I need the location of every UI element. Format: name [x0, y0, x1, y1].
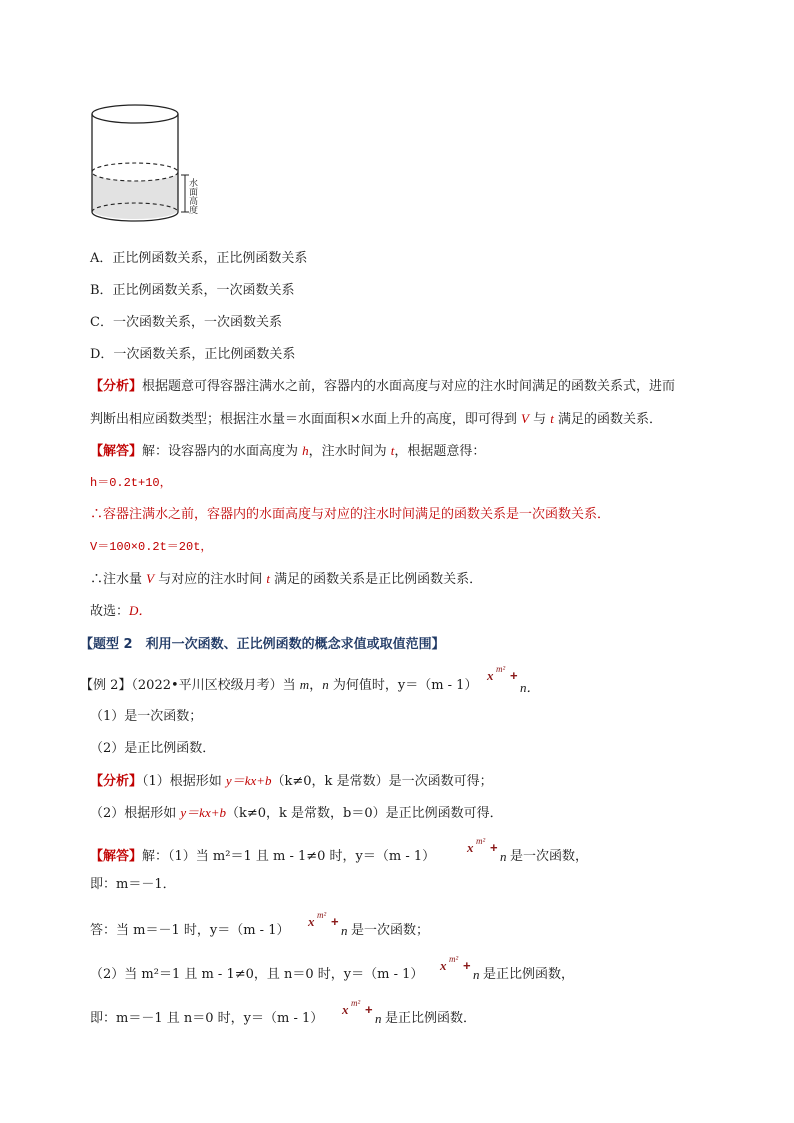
- solution2-text-4b: 是正比例函数，: [483, 967, 575, 982]
- solution-text-5b: 与对应的注水时间: [154, 572, 267, 587]
- var-t-3: t: [266, 571, 270, 586]
- solution2-text-3b: 是一次函数；: [351, 923, 430, 938]
- option-b: B．正比例函数关系，一次函数关系: [90, 283, 295, 298]
- power-plus-4: +: [365, 1002, 373, 1017]
- cylinder-figure: [88, 100, 218, 225]
- power-plus-1: +: [490, 840, 498, 855]
- solution-line-5: [90, 570, 482, 589]
- power-n-3: n: [473, 967, 480, 982]
- power-exponent-3: m²: [449, 954, 459, 964]
- figure-label: 水面高度: [187, 178, 197, 214]
- solution-text-1c: ，根据题意得：: [394, 444, 486, 459]
- analysis-text-2a: 判断出相应函数类型；根据注水量＝水面面积×水面上升的高度，即可得到: [90, 412, 522, 427]
- option-a: A．正比例函数关系，正比例函数关系: [90, 251, 308, 266]
- solution2-text-1b: 是一次函数，: [510, 849, 589, 864]
- var-n: n: [322, 677, 329, 692]
- analysis2-text-2b: （k≠0，k 是常数，b＝0）是正比例函数可得．: [226, 806, 503, 821]
- solution-text-5a: ∴注水量: [90, 572, 147, 587]
- equation-v: V＝100×0.2t＝20t，: [90, 540, 213, 554]
- answer-label: 故选：: [90, 604, 130, 619]
- power-exponent: m²: [496, 664, 506, 674]
- solution2-line-1: [90, 848, 435, 866]
- solution2-tag: 【解答】: [90, 849, 143, 864]
- solution2-text-1a: 解：（1）当 m²＝1 且 m - 1≠0 时，y＝（m - 1）: [142, 849, 436, 864]
- var-t-2: t: [390, 443, 395, 458]
- solution-tag: 【解答】: [90, 444, 143, 459]
- example2-text: 为何值时，: [328, 678, 398, 693]
- option-d: D．一次函数关系，正比例函数关系: [90, 347, 296, 362]
- power-plus-2: +: [331, 914, 339, 929]
- question-2: （2）是正比例函数．: [90, 741, 216, 756]
- power-x-4: x: [342, 1002, 349, 1017]
- example2-comma: ，: [309, 678, 323, 693]
- var-h: h: [302, 443, 309, 458]
- power-x-3: x: [440, 958, 447, 973]
- analysis2-text-1a: （1）根据形如: [142, 774, 226, 789]
- var-v-2: V: [146, 571, 155, 586]
- example2-source: （2022•平川区校级月考）当: [131, 678, 300, 693]
- var-t: t: [550, 411, 554, 426]
- var-v: V: [521, 411, 529, 426]
- solution2-line-3: 答：当 m＝－1 时，y＝（m - 1）: [90, 923, 290, 938]
- power-n-2: n: [341, 923, 348, 938]
- analysis-tag: 【分析】: [90, 379, 143, 394]
- power-x-1: x: [467, 840, 474, 855]
- power-exponent-2: m²: [317, 910, 327, 920]
- analysis-text-2b: 与: [528, 412, 551, 427]
- example2-n-end: n．: [520, 680, 540, 695]
- analysis-text-2c: 满足的函数关系．: [553, 412, 663, 427]
- solution-text-1b: ，注水时间为: [308, 444, 391, 459]
- analysis2-line-1: [90, 772, 493, 791]
- analysis2-text-1b: （k≠0，k 是常数）是一次函数可得；: [271, 774, 493, 789]
- power-x: x: [487, 668, 494, 683]
- example2-label: 【例 2】: [80, 678, 132, 693]
- equation-h: h＝0.2t+10，: [90, 476, 172, 490]
- solution-line-3: ∴容器注满水之前，容器内的水面高度与对应的注水时间满足的函数关系是一次函数关系．: [90, 507, 611, 522]
- power-exponent-4: m²: [351, 998, 361, 1008]
- analysis-text-1: 根据题意可得容器注满水之前，容器内的水面高度与对应的注水时间满足的函数关系式，进而: [142, 379, 676, 394]
- answer-line: [90, 602, 151, 621]
- var-m: m: [299, 677, 310, 692]
- solution-text-5c: 满足的函数关系是正比例函数关系．: [269, 572, 483, 587]
- power-plus: +: [510, 668, 518, 683]
- power-n-1: n: [500, 849, 507, 864]
- power-exponent-1: m²: [476, 836, 486, 846]
- solution2-line-4: （2）当 m²＝1 且 m - 1≠0，且 n＝0 时，y＝（m - 1）: [90, 967, 424, 982]
- example2-expression: y＝（m - 1）: [397, 678, 478, 693]
- analysis-line-2: [90, 410, 662, 429]
- analysis2-line-2: [90, 804, 503, 823]
- power-plus-3: +: [463, 958, 471, 973]
- solution-text-1a: 解：设容器内的水面高度为: [142, 444, 303, 459]
- question-1: （1）是一次函数；: [90, 709, 203, 724]
- analysis2-text-2a: （2）根据形如: [90, 806, 181, 821]
- analysis-line-1: [90, 378, 675, 396]
- solution-line-1: [90, 442, 485, 461]
- option-c: C．一次函数关系，一次函数关系: [90, 315, 282, 330]
- type2-heading: 【题型 2 利用一次函数、正比例函数的概念求值或取值范围】: [80, 637, 445, 652]
- power-n-4: n: [375, 1011, 382, 1026]
- answer-value: D．: [129, 603, 152, 618]
- power-x-2: x: [308, 914, 315, 929]
- formula-2: y＝kx+b: [180, 805, 226, 820]
- solution2-line-2: 即：m＝－1．: [90, 877, 176, 892]
- example2-line: [80, 676, 477, 695]
- solution2-text-5b: 是正比例函数．: [385, 1011, 477, 1026]
- analysis2-tag: 【分析】: [90, 774, 143, 789]
- solution2-line-5: 即：m＝－1 且 n＝0 时，y＝（m - 1）: [90, 1011, 324, 1026]
- formula-1: y＝kx+b: [225, 773, 272, 788]
